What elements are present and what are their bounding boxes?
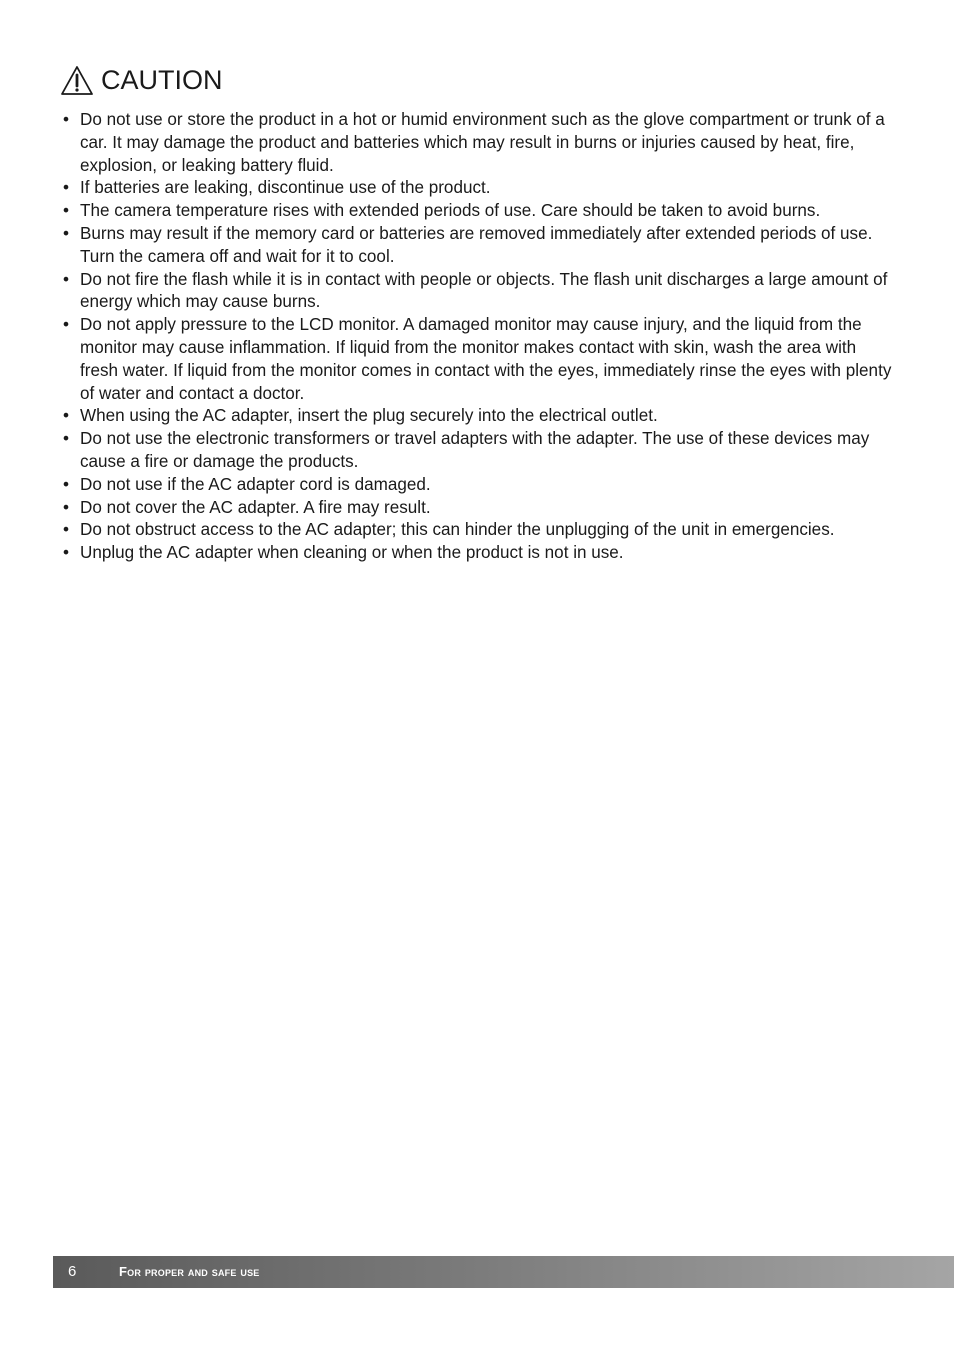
- list-item: [62, 474, 892, 497]
- list-item-text: Burns may result if the memory card or batteries are removed immediately after extended periods of use. Turn the camera off and wait for it to cool.: [80, 223, 873, 266]
- bullet-glyph: •: [63, 201, 69, 221]
- list-item: [62, 405, 892, 428]
- list-item-text: Do not fire the flash while it is in contact with people or objects. The flash unit discharges a large amount of energy which may cause burns.: [80, 269, 888, 312]
- page-title: CAUTION: [101, 65, 223, 95]
- bullet-glyph: •: [63, 474, 69, 494]
- list-item-text: When using the AC adapter, insert the plug securely into the electrical outlet.: [80, 406, 658, 426]
- bullet-glyph: •: [63, 406, 69, 426]
- list-item: [62, 428, 892, 474]
- list-item: [62, 519, 892, 542]
- caution-list: [62, 109, 892, 565]
- list-item-text: If batteries are leaking, discontinue use of the product.: [80, 178, 491, 198]
- list-item-text: Unplug the AC adapter when cleaning or when the product is not in use.: [80, 543, 624, 563]
- list-item-text: Do not cover the AC adapter. A fire may result.: [80, 497, 431, 517]
- list-item: [62, 200, 892, 223]
- caution-heading: [60, 62, 223, 98]
- list-item: [62, 223, 892, 269]
- list-item-text: The camera temperature rises with extended periods of use. Care should be taken to avoid burns.: [80, 201, 821, 221]
- bullet-glyph: •: [63, 269, 69, 289]
- bullet-glyph: •: [63, 223, 69, 243]
- list-item-text: Do not obstruct access to the AC adapter; this can hinder the unplugging of the unit in emergencies.: [80, 520, 835, 540]
- page-number: 6: [68, 1263, 77, 1280]
- list-item: [62, 314, 892, 405]
- list-item-text: Do not use the electronic transformers or travel adapters with the adapter. The use of these devices may cause a fire or damage the products.: [80, 429, 870, 471]
- bullet-glyph: •: [63, 315, 69, 335]
- footer-section-title: For proper and safe use: [119, 1264, 260, 1279]
- bullet-glyph: •: [63, 110, 69, 129]
- list-item: [62, 269, 892, 315]
- bullet-glyph: •: [63, 520, 69, 540]
- bullet-glyph: •: [63, 429, 69, 449]
- list-item: [62, 177, 892, 200]
- list-item: [62, 109, 892, 177]
- list-item-text: Do not use or store the product in a hot or humid environment such as the glove compartment or trunk of a car. It may damage the product and batteries which may result in burns or injuries caused by heat, fire, explosion, or leaking battery fluid.: [80, 110, 885, 175]
- warning-triangle-icon: [60, 65, 94, 96]
- bullet-glyph: •: [63, 497, 69, 517]
- list-item: [62, 542, 892, 565]
- list-item-text: Do not use if the AC adapter cord is damaged.: [80, 474, 431, 494]
- list-item-text: Do not apply pressure to the LCD monitor. A damaged monitor may cause injury, and the liquid from the monitor may cause inflammation. If liquid from the monitor makes contact with skin, wash the area with fresh water. If liquid from the monitor comes in contact with the eyes, immediately rinse the eyes with plenty of water and contact a doctor.: [80, 315, 892, 403]
- bullet-glyph: •: [63, 543, 69, 563]
- bullet-glyph: •: [63, 178, 69, 198]
- list-item: [62, 497, 892, 520]
